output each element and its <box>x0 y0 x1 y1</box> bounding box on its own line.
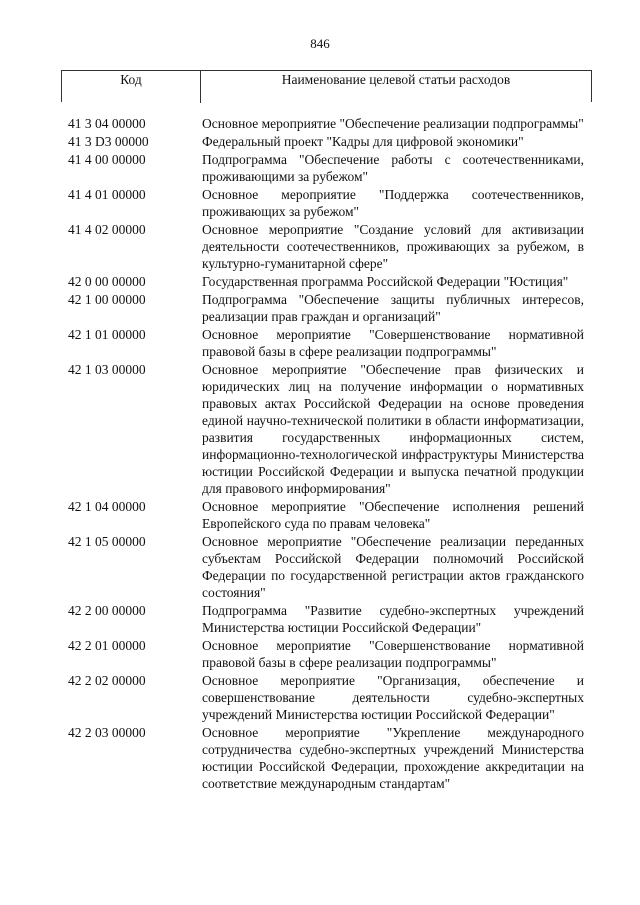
page-number: 846 <box>310 36 330 51</box>
table-row <box>0 186 640 220</box>
row-code: 42 1 04 00000 <box>68 499 146 514</box>
row-code: 41 4 01 00000 <box>68 187 146 202</box>
row-code: 42 2 00 00000 <box>68 603 146 618</box>
table-row <box>0 221 640 272</box>
table-row <box>0 637 640 671</box>
table-row <box>0 724 640 792</box>
table-row <box>0 273 640 290</box>
row-name: Подпрограмма "Развитие судебно-экспертных учреждений Министерства юстиции Российской Федерации" <box>202 603 584 635</box>
row-code: 42 1 05 00000 <box>68 534 146 549</box>
row-name: Основное мероприятие "Укрепление международного сотрудничества судебно-экспертных учреждений Министерства юстиции Российской Федерации, прохождение аккредитации на соответствие международным стандартам" <box>202 725 584 791</box>
row-name: Основное мероприятие "Совершенствование нормативной правовой базы в сфере реализации подпрограммы" <box>202 638 584 670</box>
row-name: Основное мероприятие "Поддержка соотечественников, проживающих за рубежом" <box>202 187 584 219</box>
row-name: Основное мероприятие "Организация, обеспечение и совершенствование деятельности судебно-экспертных учреждений Министерства юстиции Российской Федерации" <box>202 673 584 722</box>
row-code: 41 3 D3 00000 <box>68 134 149 149</box>
table-row <box>0 326 640 360</box>
row-code: 42 1 00 00000 <box>68 292 146 307</box>
row-name: Подпрограмма "Обеспечение работы с соотечественниками, проживающими за рубежом" <box>202 152 584 184</box>
row-code: 41 4 00 00000 <box>68 152 146 167</box>
header-code: Код <box>120 72 142 87</box>
row-name: Основное мероприятие "Обеспечение реализации переданных субъектам Российской Федерации полномочий Российской Федерации по государственной регистрации актов гражданского состояния" <box>202 534 584 600</box>
row-name: Подпрограмма "Обеспечение защиты публичных интересов, реализации прав граждан и организаций" <box>202 292 584 324</box>
row-code: 42 2 02 00000 <box>68 673 146 688</box>
table-row <box>0 151 640 185</box>
row-code: 42 1 01 00000 <box>68 327 146 342</box>
table-row <box>0 361 640 497</box>
table-row <box>0 133 640 150</box>
row-name: Федеральный проект "Кадры для цифровой экономики" <box>202 134 524 149</box>
table-row <box>0 533 640 601</box>
row-code: 41 3 04 00000 <box>68 116 146 131</box>
row-name: Основное мероприятие "Обеспечение исполнения решений Европейского суда по правам человека" <box>202 499 584 531</box>
row-code: 42 0 00 00000 <box>68 274 146 289</box>
row-name: Основное мероприятие "Обеспечение прав физических и юридических лиц на получение информации о нормативных правовых актах Российской Федерации на основе проведения единой научно-технической политики в области информатизации, развития государственных информационных систем, информационно-технологической инфраструктуры Министерства юстиции Российской Федерации и выпуска печатной продукции для правового информирования" <box>202 362 584 496</box>
row-name: Основное мероприятие "Создание условий для активизации деятельности соотечественников, проживающих за рубежом, в культурно-гуманитарной сфере" <box>202 222 584 271</box>
row-code: 42 2 03 00000 <box>68 725 146 740</box>
expense-items-list <box>0 115 640 793</box>
table-row <box>0 672 640 723</box>
row-name: Основное мероприятие "Обеспечение реализации подпрограммы" <box>202 116 584 131</box>
table-row <box>0 602 640 636</box>
row-code: 42 1 03 00000 <box>68 362 146 377</box>
row-name: Основное мероприятие "Совершенствование нормативной правовой базы в сфере реализации подпрограммы" <box>202 327 584 359</box>
row-code: 41 4 02 00000 <box>68 222 146 237</box>
table-row <box>0 291 640 325</box>
table-header <box>61 70 592 102</box>
header-name: Наименование целевой статьи расходов <box>281 72 511 87</box>
table-row <box>0 498 640 532</box>
table-row <box>0 115 640 132</box>
row-name: Государственная программа Российской Федерации "Юстиция" <box>202 274 569 289</box>
row-code: 42 2 01 00000 <box>68 638 146 653</box>
